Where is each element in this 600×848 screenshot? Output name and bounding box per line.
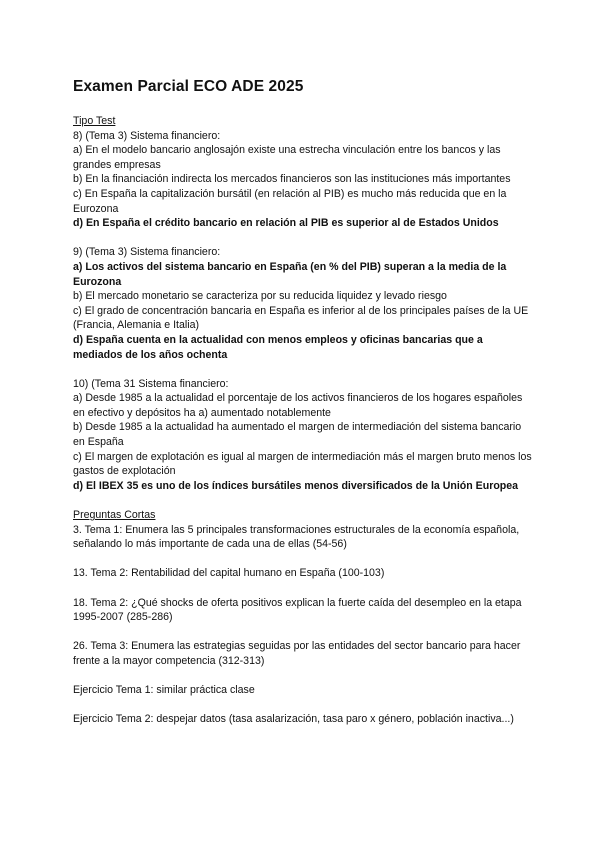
option-c: c) En España la capitalización bursátil (en relación al PIB) es mucho más reducida que en la Eurozona <box>73 187 507 215</box>
option-c: c) El grado de concentración bancaria en España es inferior al de los principales países de la UE (Francia, Alemania e Italia) <box>73 304 529 332</box>
option-b: b) Desde 1985 a la actualidad ha aumentado el margen de intermediación del sistema bancario en España <box>73 421 522 449</box>
short-question-13: 13. Tema 2: Rentabilidad del capital humano en España (100-103) <box>73 567 385 580</box>
short-question-18: 18. Tema 2: ¿Qué shocks de oferta positivos explican la fuerte caída del desempleo en la etapa 1995-2007 (285-286) <box>73 596 522 624</box>
option-a: a) Desde 1985 a la actualidad el porcentaje de los activos financieros de los hogares españoles en efectivo y depósitos ha a) aumentado notablemente <box>73 392 523 419</box>
spacer <box>73 669 533 684</box>
option-b: b) En la financiación indirecta los mercados financieros son las instituciones más importantes <box>73 173 511 186</box>
short-question-3: 3. Tema 1: Enumera las 5 principales transformaciones estructurales de la economía española, señalando lo más importante de cada una de ellas (54-56) <box>73 523 520 551</box>
option-d-correct: d) El IBEX 35 es uno de los índices bursátiles menos diversificados de la Unión Europea <box>73 479 519 492</box>
spacer <box>73 581 533 596</box>
short-question-26: 26. Tema 3: Enumera las estrategias seguidas por las entidades del sector bancario para hacer frente a la mayor competencia (312-313) <box>73 640 521 667</box>
option-a: a) En el modelo bancario anglosajón existe una estrecha vinculación entre los bancos y las grandes empresas <box>73 144 501 171</box>
question-9 <box>73 245 533 362</box>
spacer <box>73 362 533 377</box>
exercise-tema-1: Ejercicio Tema 1: similar práctica clase <box>73 684 255 697</box>
question-8 <box>73 129 533 231</box>
question-header: 8) (Tema 3) Sistema financiero: <box>73 129 221 142</box>
question-10 <box>73 377 533 494</box>
option-b: b) El mercado monetario se caracteriza por su reducida liquidez y levado riesgo <box>73 290 447 303</box>
document-page <box>73 78 533 727</box>
option-c: c) El margen de explotación es igual al margen de intermediación más el margen bruto menos los gastos de explotación <box>73 450 532 478</box>
spacer <box>73 698 533 713</box>
preguntas-cortas-heading: Preguntas Cortas <box>73 509 156 522</box>
spacer <box>73 493 533 508</box>
exercise-tema-2: Ejercicio Tema 2: despejar datos (tasa asalarización, tasa paro x género, población inactiva...) <box>73 713 514 726</box>
question-header: 10) (Tema 31 Sistema financiero: <box>73 377 229 390</box>
spacer <box>73 625 533 640</box>
spacer <box>73 552 533 567</box>
option-d-correct: d) En España el crédito bancario en relación al PIB es superior al de Estados Unidos <box>73 217 499 230</box>
document-title: Examen Parcial ECO ADE 2025 <box>73 78 304 95</box>
option-d-correct: d) España cuenta en la actualidad con menos empleos y oficinas bancarias que a mediados de los años ochenta <box>73 333 483 361</box>
tipo-test-heading: Tipo Test <box>73 115 116 127</box>
option-a-correct: a) Los activos del sistema bancario en España (en % del PIB) superan a la media de la Eurozona <box>73 260 507 288</box>
question-header: 9) (Tema 3) Sistema financiero: <box>73 246 221 259</box>
spacer <box>73 231 533 246</box>
